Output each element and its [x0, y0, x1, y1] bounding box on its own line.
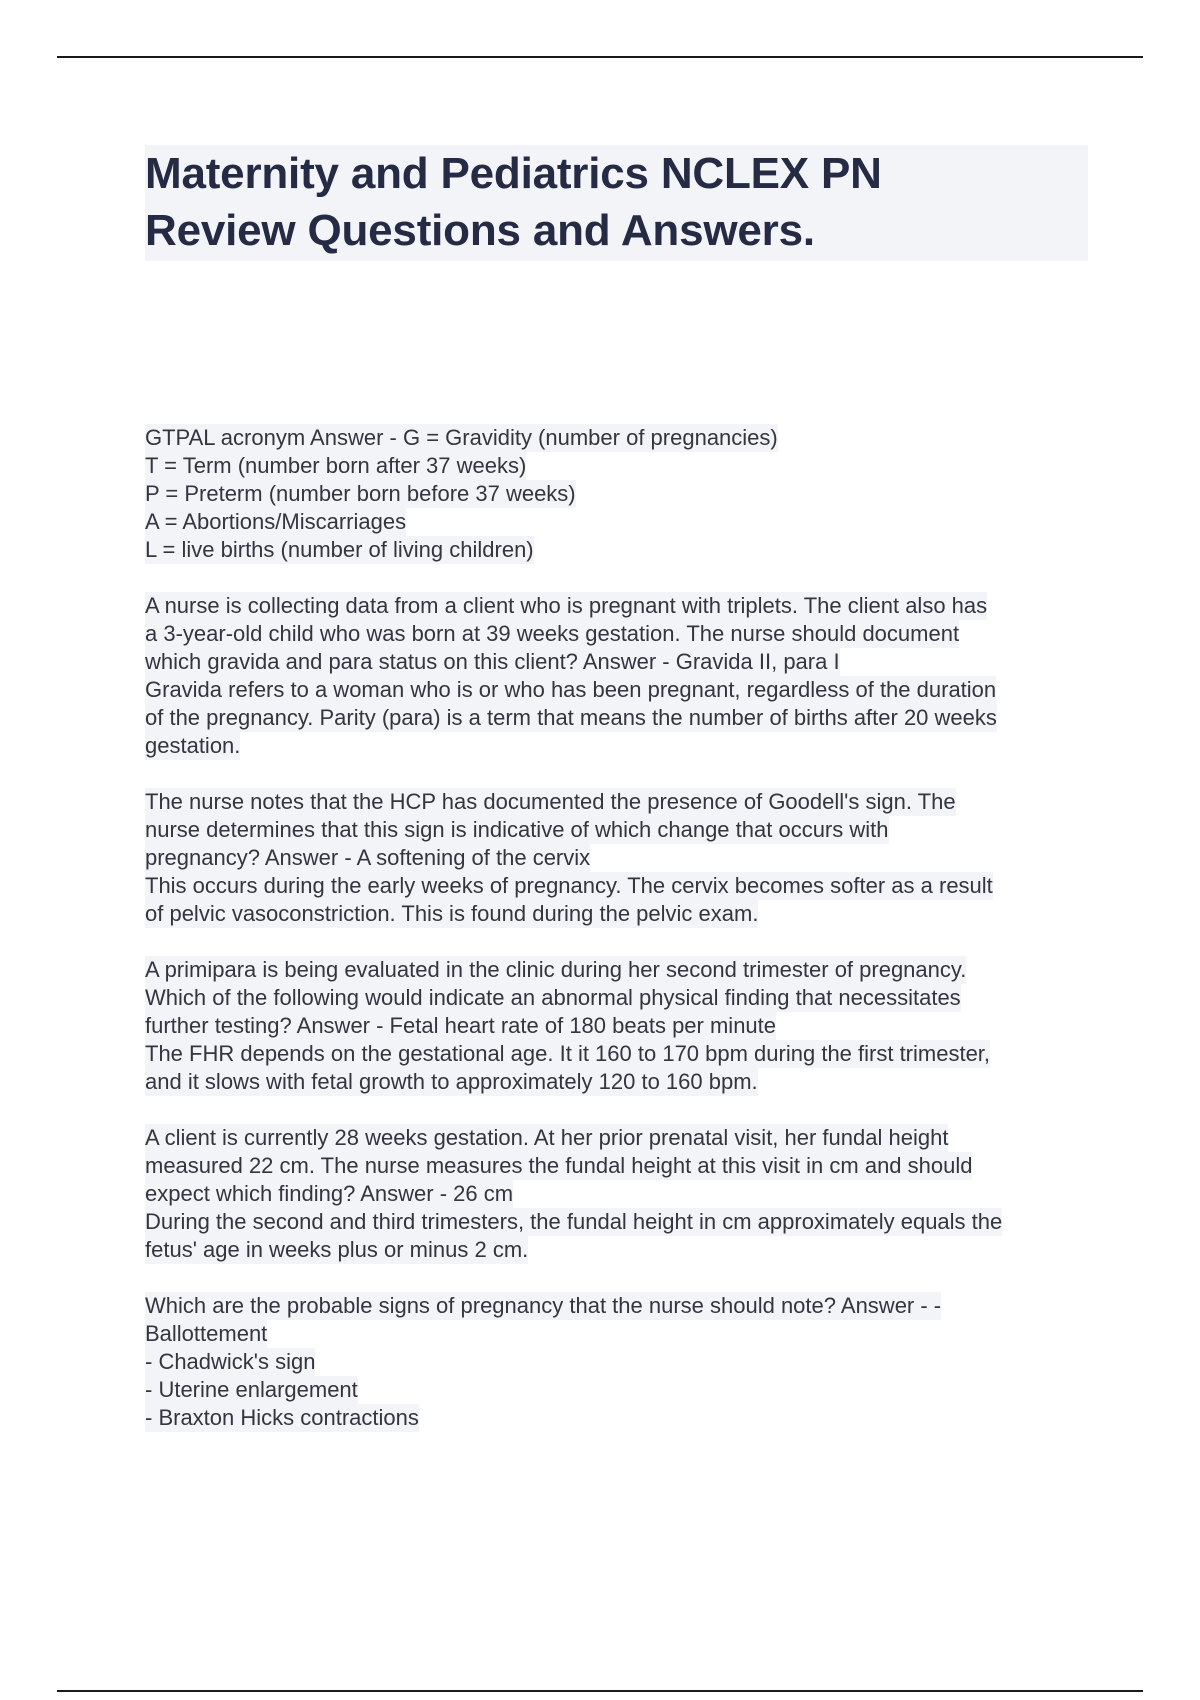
qa-block-fetal-heart-rate [145, 956, 1095, 1096]
title-line-1: Maternity and Pediatrics NCLEX PN [145, 149, 882, 198]
qa-line: nurse determines that this sign is indicative of which change that occurs with [145, 817, 889, 842]
qa-line: GTPAL acronym Answer - G = Gravidity (number of pregnancies) [145, 425, 778, 450]
qa-block-gravida-para [145, 592, 1095, 760]
qa-block-probable-signs [145, 1292, 1095, 1432]
document-title [145, 145, 1088, 261]
footer-rule [57, 1690, 1143, 1692]
qa-line: gestation. [145, 733, 241, 758]
qa-line: Which are the probable signs of pregnancy that the nurse should note? Answer - - [145, 1293, 942, 1318]
qa-line: The FHR depends on the gestational age. It it 160 to 170 bpm during the first trimester, [145, 1041, 991, 1066]
qa-line: of the pregnancy. Parity (para) is a term that means the number of births after 20 weeks [145, 705, 997, 730]
title-line-2: Review Questions and Answers. [145, 206, 815, 255]
qa-line: expect which finding? Answer - 26 cm [145, 1181, 514, 1206]
qa-line: - Chadwick's sign [145, 1349, 316, 1374]
qa-line: During the second and third trimesters, the fundal height in cm approximately equals the [145, 1209, 1003, 1234]
qa-line: L = live births (number of living children) [145, 537, 534, 562]
qa-line: pregnancy? Answer - A softening of the cervix [145, 845, 591, 870]
qa-line: - Uterine enlargement [145, 1377, 358, 1402]
qa-line: and it slows with fetal growth to approximately 120 to 160 bpm. [145, 1069, 758, 1094]
title-heading [145, 145, 1088, 259]
qa-line: The nurse notes that the HCP has documented the presence of Goodell's sign. The [145, 789, 956, 814]
qa-line: of pelvic vasoconstriction. This is found during the pelvic exam. [145, 901, 759, 926]
qa-line: A primipara is being evaluated in the clinic during her second trimester of pregnancy. [145, 957, 967, 982]
qa-line: Gravida refers to a woman who is or who has been pregnant, regardless of the duration [145, 677, 997, 702]
header-rule [57, 56, 1143, 58]
qa-line: A nurse is collecting data from a client who is pregnant with triplets. The client also has [145, 593, 988, 618]
qa-content [145, 424, 1095, 1460]
qa-line: fetus' age in weeks plus or minus 2 cm. [145, 1237, 529, 1262]
qa-line: A = Abortions/Miscarriages [145, 509, 407, 534]
qa-line: A client is currently 28 weeks gestation. At her prior prenatal visit, her fundal height [145, 1125, 949, 1150]
qa-line: a 3-year-old child who was born at 39 weeks gestation. The nurse should document [145, 621, 960, 646]
qa-line: Ballottement [145, 1321, 268, 1346]
qa-line: - Braxton Hicks contractions [145, 1405, 419, 1430]
qa-block-gtpal [145, 424, 1095, 564]
qa-line: T = Term (number born after 37 weeks) [145, 453, 527, 478]
qa-block-goodells-sign [145, 788, 1095, 928]
qa-block-fundal-height [145, 1124, 1095, 1264]
qa-line: measured 22 cm. The nurse measures the fundal height at this visit in cm and should [145, 1153, 973, 1178]
qa-line: This occurs during the early weeks of pregnancy. The cervix becomes softer as a result [145, 873, 993, 898]
qa-line: further testing? Answer - Fetal heart rate of 180 beats per minute [145, 1013, 777, 1038]
qa-line: Which of the following would indicate an abnormal physical finding that necessitates [145, 985, 961, 1010]
qa-line: which gravida and para status on this client? Answer - Gravida II, para I [145, 649, 840, 674]
qa-line: P = Preterm (number born before 37 weeks) [145, 481, 576, 506]
